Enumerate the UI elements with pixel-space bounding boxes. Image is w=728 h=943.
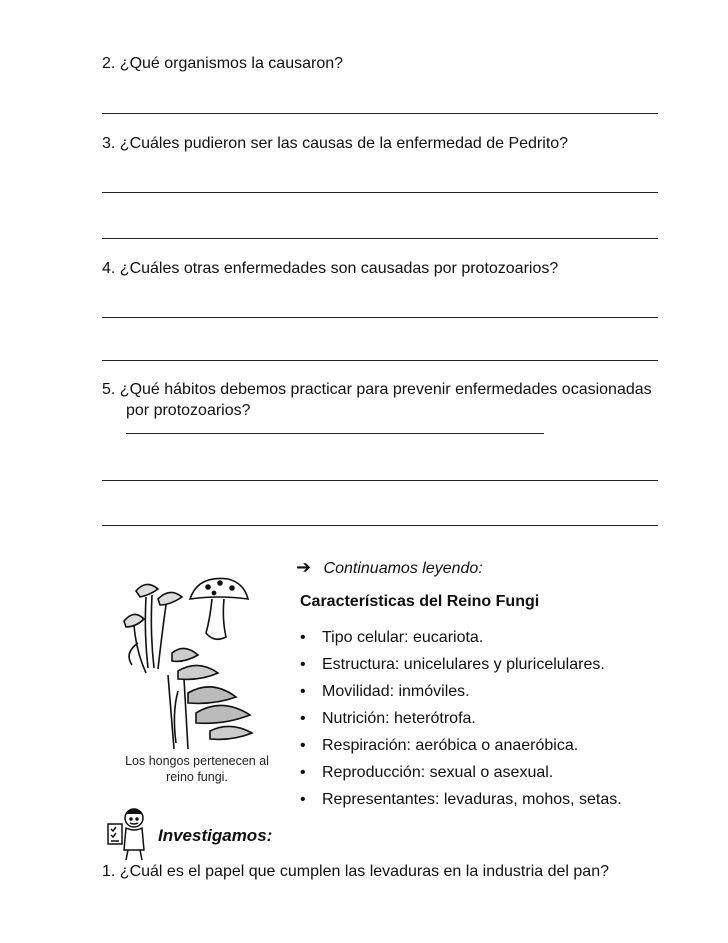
question-4: 4. ¿Cuáles otras enfermedades son causadas por protozoarios? bbox=[102, 260, 559, 277]
question-3: 3. ¿Cuáles pudieron ser las causas de la enfermedad de Pedrito? bbox=[102, 135, 569, 152]
list-item: • Movilidad: inmóviles. bbox=[300, 682, 622, 709]
investigate-heading: Investigamos: bbox=[158, 826, 273, 845]
answer-line[interactable] bbox=[102, 525, 658, 526]
fungi-characteristics-list bbox=[300, 628, 622, 817]
list-item: • Estructura: unicelulares y pluricelulares. bbox=[300, 655, 622, 682]
answer-line[interactable] bbox=[102, 360, 658, 361]
investigate-question-1: 1. ¿Cuál es el papel que cumplen las levaduras en la industria del pan? bbox=[102, 863, 609, 880]
figure-caption bbox=[112, 753, 282, 785]
answer-line[interactable] bbox=[102, 317, 658, 318]
answer-line[interactable] bbox=[102, 113, 658, 114]
reading-heading-text: Continuamos leyendo: bbox=[323, 560, 483, 577]
answer-line[interactable] bbox=[102, 480, 658, 481]
answer-line[interactable] bbox=[102, 238, 658, 239]
list-item: • Nutrición: heterótrofa. bbox=[300, 709, 622, 736]
mushroom-illustration-icon bbox=[118, 573, 278, 753]
list-item: • Respiración: aeróbica o anaeróbica. bbox=[300, 736, 622, 763]
question-5-continued: por protozoarios? bbox=[126, 402, 251, 419]
list-item: • Tipo celular: eucariota. bbox=[300, 628, 622, 655]
figure-caption-line: Los hongos pertenecen al bbox=[125, 754, 269, 768]
answer-line[interactable] bbox=[102, 192, 658, 193]
list-item: • Representantes: levaduras, mohos, setas. bbox=[300, 790, 622, 817]
student-with-checklist-icon bbox=[104, 806, 152, 860]
fungi-title: Características del Reino Fungi bbox=[300, 593, 540, 610]
answer-line[interactable] bbox=[126, 433, 544, 434]
reading-heading bbox=[296, 557, 483, 578]
list-item: • Reproducción: sexual o asexual. bbox=[300, 763, 622, 790]
question-5: 5. ¿Qué hábitos debemos practicar para prevenir enfermedades ocasionadas bbox=[102, 381, 652, 398]
arrow-right-icon: ➔ bbox=[296, 557, 312, 577]
figure-caption-line: reino fungi. bbox=[166, 770, 228, 784]
question-2: 2. ¿Qué organismos la causaron? bbox=[102, 55, 344, 72]
